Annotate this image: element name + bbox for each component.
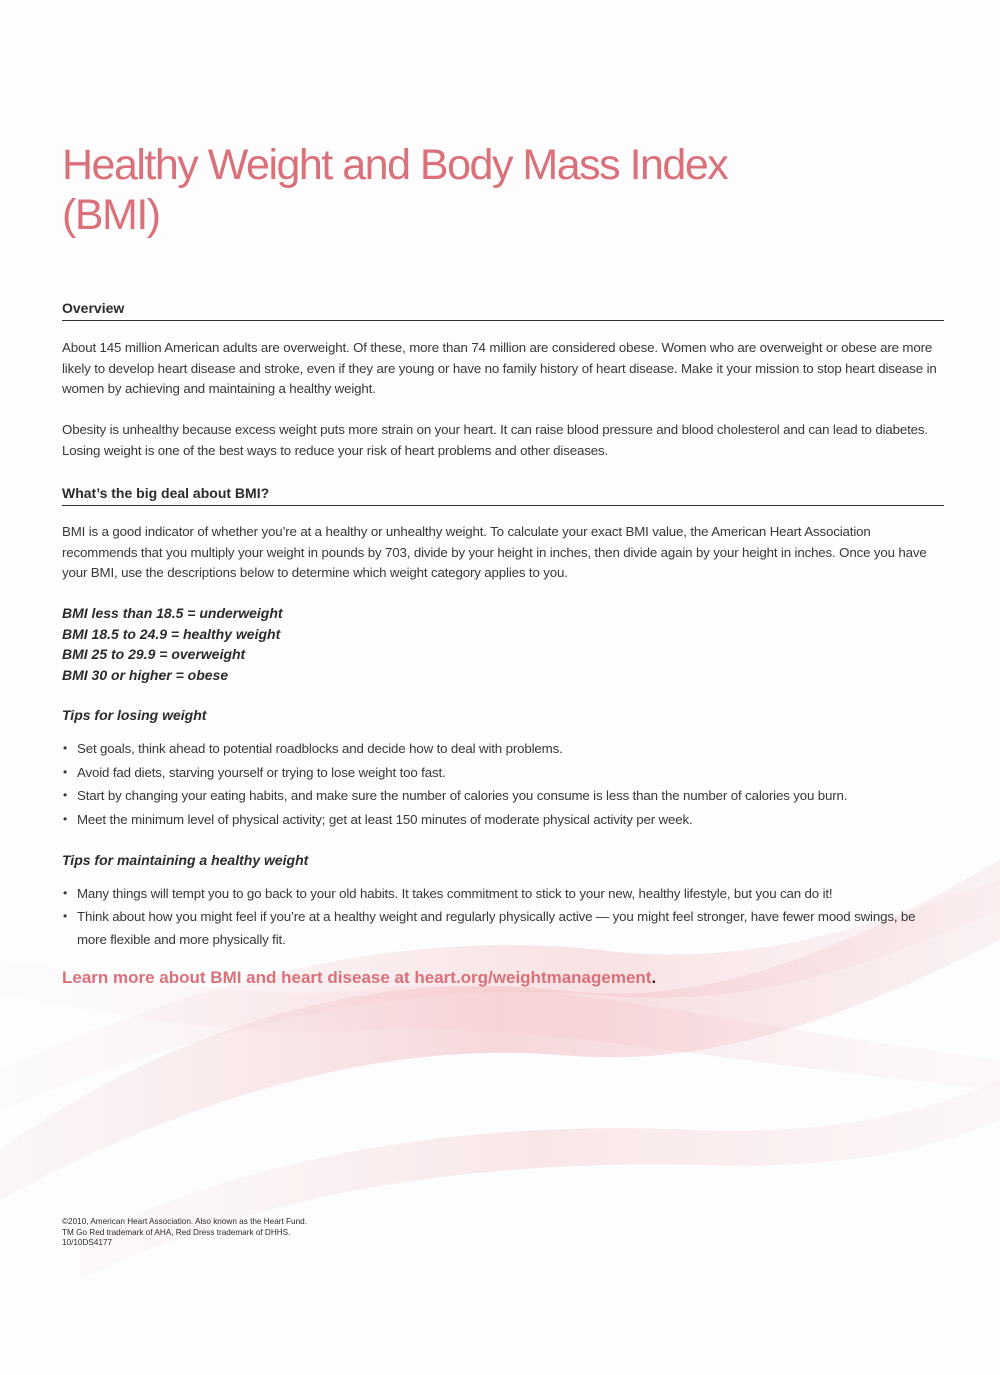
overview-paragraph-1: About 145 million American adults are overweight. Of these, more than 74 million are considered obese. Women who are overweight or obese are more likely to develop heart disease and stroke, even if they are young or have no family history of heart disease. Make it your mission to stop heart disease in women by achieving and maintaining a healthy weight. [62, 340, 937, 396]
bmi-category-underweight: BMI less than 18.5 = underweight [62, 605, 283, 621]
copyright-footer [62, 1217, 307, 1249]
page-title-line-2: (BMI) [62, 191, 160, 239]
list-item-text: Think about how you might feel if you’re at a healthy weight and regularly physically active — you might feel stronger, have fewer mood swings, be more flexible and more physically fit. [77, 909, 916, 947]
bmi-category-overweight: BMI 25 to 29.9 = overweight [62, 646, 246, 662]
bullet-icon: • [63, 741, 68, 755]
bullet-icon: • [63, 811, 68, 826]
list-item [62, 761, 942, 785]
bmi-category-healthy: BMI 18.5 to 24.9 = healthy weight [62, 625, 281, 642]
overview-heading: Overview [62, 299, 944, 321]
tips-maintaining-list [62, 882, 942, 951]
bullet-icon: • [63, 788, 68, 802]
tips-maintaining-heading: Tips for maintaining a healthy weight [62, 852, 309, 868]
list-item [62, 737, 942, 761]
learn-more-link[interactable]: Learn more about BMI and heart disease at heart.org/weightmanagement [62, 968, 652, 987]
learn-more-period: . [651, 968, 657, 987]
footer-line-trademark: TM Go Red trademark of AHA, Red Dress trademark of DHHS. [62, 1227, 291, 1237]
tips-losing-list [62, 737, 942, 831]
learn-more-callout [62, 967, 656, 989]
list-item-text: Start by changing your eating habits, and make sure the number of calories you consume is less than the number of calories you burn. [77, 788, 848, 803]
page-title-line-1: Healthy Weight and Body Mass Index [62, 141, 728, 189]
list-item [62, 808, 942, 832]
bmi-category-obese: BMI 30 or higher = obese [62, 666, 229, 683]
page-title [62, 140, 822, 240]
bullet-icon: • [63, 764, 68, 779]
list-item-text: Many things will tempt you to go back to your old habits. It takes commitment to stick to your new, healthy lifestyle, but you can do it! [77, 886, 833, 901]
footer-line-code: 10/10DS4177 [62, 1238, 113, 1247]
list-item-text: Set goals, think ahead to potential roadblocks and decide how to deal with problems. [77, 741, 563, 756]
list-item-text: Meet the minimum level of physical activity; get at least 150 minutes of moderate physical activity per week. [77, 811, 693, 827]
bmi-paragraph: BMI is a good indicator of whether you’re at a healthy or unhealthy weight. To calculate your exact BMI value, the American Heart Association recommends that you multiply your weight in pounds by 703, divide by your height in inches, then divide again by your height in inches. Once you have your BMI, use the descriptions below to determine which weight category applies to you. [62, 524, 927, 580]
bullet-icon: • [63, 909, 68, 923]
footer-line-copyright: ©2010, American Heart Association. Also known as the Heart Fund. [62, 1217, 307, 1226]
tips-losing-heading: Tips for losing weight [62, 707, 207, 723]
bmi-heading: What’s the big deal about BMI? [62, 484, 944, 506]
list-item [62, 784, 942, 808]
list-item-text: Avoid fad diets, starving yourself or trying to lose weight too fast. [77, 764, 446, 780]
bmi-category-list [62, 603, 283, 685]
bullet-icon: • [63, 886, 68, 900]
list-item [62, 905, 942, 951]
overview-paragraph-2: Obesity is unhealthy because excess weight puts more strain on your heart. It can raise blood pressure and blood cholesterol and can lead to diabetes. Losing weight is one of the best ways to reduce your risk of heart problems and other diseases. [62, 422, 928, 458]
list-item [62, 882, 942, 905]
